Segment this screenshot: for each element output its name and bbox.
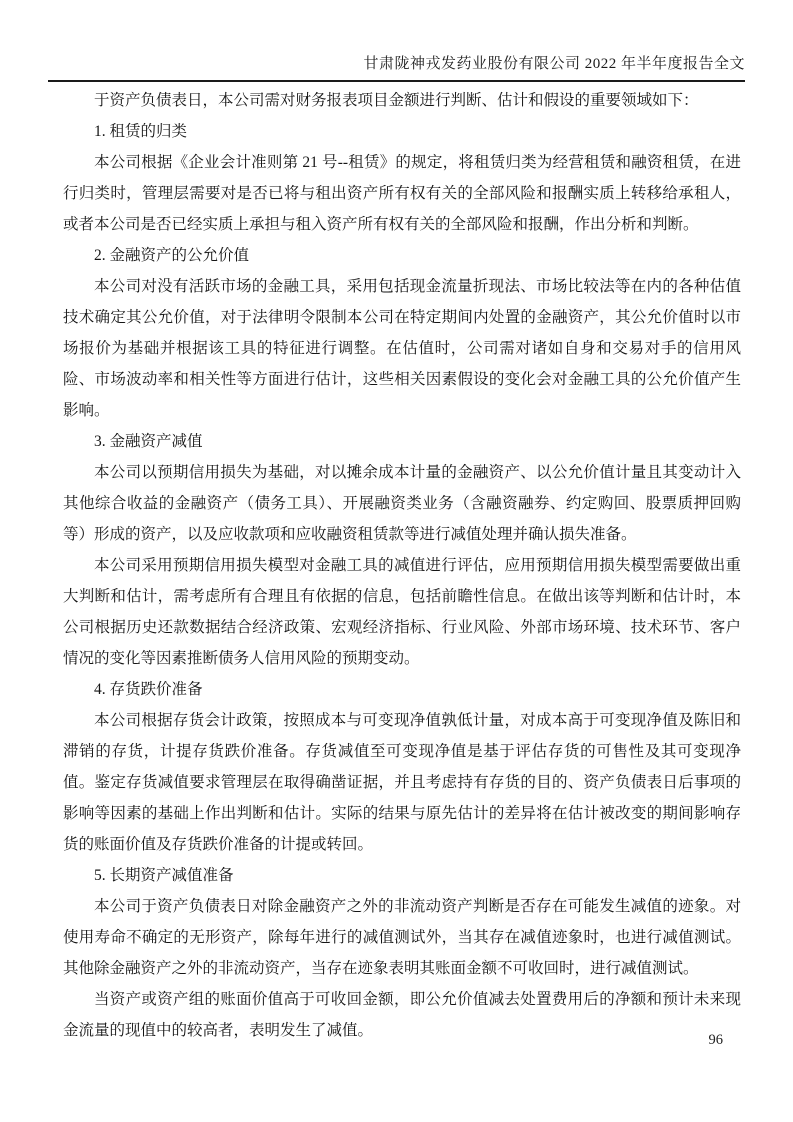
- paragraph-lease-classification: 本公司根据《企业会计准则第 21 号--租赁》的规定，将租赁归类为经营租赁和融资租赁，在进行归类时，管理层需要对是否已将与租出资产所有权有关的全部风险和报酬实质上转移给承租人，或者本公司是否已经实质上承担与租入资产所有权有关的全部风险和报酬，作出分析和判断。: [63, 154, 741, 233]
- intro-paragraph: 于资产负债表日，本公司需对财务报表项目金额进行判断、估计和假设的重要领域如下：: [94, 92, 699, 109]
- paragraph-ecl-model: 本公司采用预期信用损失模型对金融工具的减值进行评估，应用预期信用损失模型需要做出重大判断和估计，需考虑所有合理且有依据的信息，包括前瞻性信息。在做出该等判断和估计时，本公司根据历史还款数据结合经济政策、宏观经济指标、行业风险、外部市场环境、技术环节、客户情况的变化等因素推断债务人信用风险的预期变动。: [63, 557, 741, 667]
- section-heading-fair-value: 2. 金融资产的公允价值: [94, 247, 250, 264]
- page-number: 96: [708, 1032, 723, 1048]
- section-heading-long-term-asset: 5. 长期资产减值准备: [94, 867, 234, 884]
- paragraph-recoverable-amount: 当资产或资产组的账面价值高于可收回金额，即公允价值减去处置费用后的净额和预计未来现金流量的现值中的较高者，表明发生了减值。: [63, 991, 741, 1039]
- section-heading-lease: 1. 租赁的归类: [94, 123, 188, 140]
- page-header-title: 甘肃陇神戎发药业股份有限公司 2022 年半年度报告全文: [48, 0, 745, 82]
- paragraph-long-term-impairment: 本公司于资产负债表日对除金融资产之外的非流动资产判断是否存在可能发生减值的迹象。对使用寿命不确定的无形资产，除每年进行的减值测试外，当其存在减值迹象时，也进行减值测试。其他除金融资产之外的非流动资产，当存在迹象表明其账面金额不可收回时，进行减值测试。: [63, 898, 741, 977]
- document-body: [63, 85, 741, 1046]
- paragraph-expected-credit-loss: 本公司以预期信用损失为基础，对以摊余成本计量的金融资产、以公允价值计量且其变动计入其他综合收益的金融资产（债务工具）、开展融资类业务（含融资融券、约定购回、股票质押回购等）形成的资产，以及应收款项和应收融资租赁款等进行减值处理并确认损失准备。: [63, 464, 741, 543]
- paragraph-inventory-provision: 本公司根据存货会计政策，按照成本与可变现净值孰低计量，对成本高于可变现净值及陈旧和滞销的存货，计提存货跌价准备。存货减值至可变现净值是基于评估存货的可售性及其可变现净值。鉴定存货减值要求管理层在取得确凿证据，并且考虑持有存货的目的、资产负债表日后事项的影响等因素的基础上作出判断和估计。实际的结果与原先估计的差异将在估计被改变的期间影响存货的账面价值及存货跌价准备的计提或转回。: [63, 712, 741, 853]
- section-heading-inventory: 4. 存货跌价准备: [94, 681, 203, 698]
- paragraph-fair-value: 本公司对没有活跃市场的金融工具，采用包括现金流量折现法、市场比较法等在内的各种估值技术确定其公允价值，对于法律明令限制本公司在特定期间内处置的金融资产，其公允价值时以市场报价为基础并根据该工具的特征进行调整。在估值时，公司需对诸如自身和交易对手的信用风险、市场波动率和相关性等方面进行估计，这些相关因素假设的变化会对金融工具的公允价值产生影响。: [63, 278, 741, 419]
- section-heading-impairment: 3. 金融资产减值: [94, 433, 203, 450]
